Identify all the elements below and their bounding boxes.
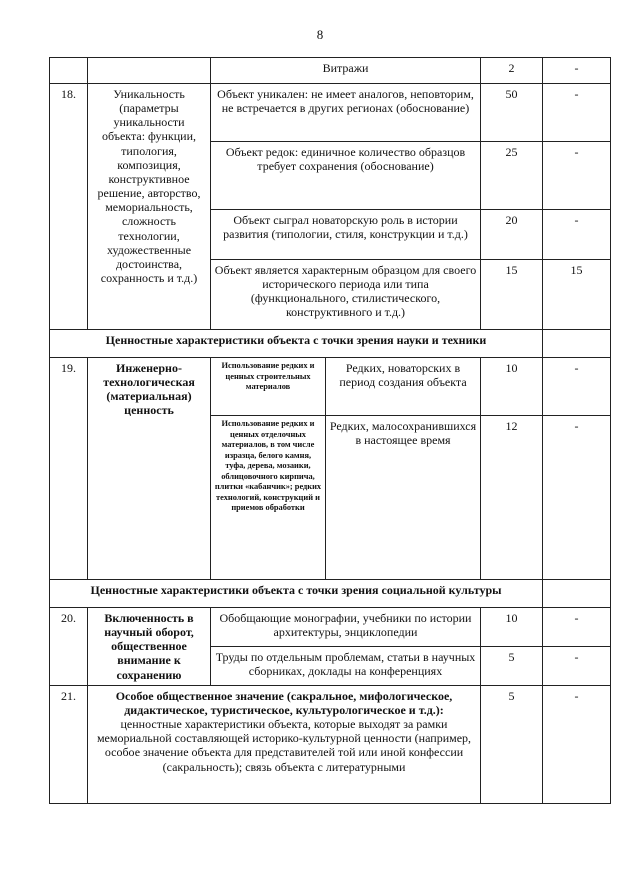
extra-cell: - bbox=[543, 646, 611, 685]
item-text: Обобщающие монографии, учебники по истории архитектуры, энциклопедии bbox=[211, 608, 481, 647]
extra-cell: - bbox=[543, 142, 611, 210]
extra-cell bbox=[543, 330, 611, 358]
item-text: Объект редок: единичное количество образцов требует сохранения (обоснование) bbox=[211, 142, 481, 210]
row-number: 18. bbox=[50, 84, 88, 330]
item-text: Витражи bbox=[211, 58, 481, 84]
row-number: 19. bbox=[50, 358, 88, 580]
score-cell: 25 bbox=[481, 142, 543, 210]
row-number: 20. bbox=[50, 608, 88, 686]
extra-cell: - bbox=[543, 210, 611, 260]
score-cell: 15 bbox=[481, 260, 543, 330]
extra-cell: - bbox=[543, 608, 611, 647]
item-text: Труды по отдельным проблемам, статьи в научных сборниках, доклады на конференциях bbox=[211, 646, 481, 685]
criterion-cell: Включенность в научный оборот, общественное внимание к сохранению bbox=[88, 608, 211, 686]
item-text: Объект является характерным образцом для своего исторического периода или типа (функционального, стилистического, конструктивного и т.д.) bbox=[211, 260, 481, 330]
table-row bbox=[50, 84, 611, 142]
extra-cell bbox=[543, 580, 611, 608]
item-text: Объект сыграл новаторскую роль в истории развития (типологии, стиля, конструкции и т.д.) bbox=[211, 210, 481, 260]
criteria-table bbox=[49, 57, 611, 804]
section-row bbox=[50, 580, 611, 608]
score-cell: 20 bbox=[481, 210, 543, 260]
section-row bbox=[50, 330, 611, 358]
table-row bbox=[50, 58, 611, 84]
extra-cell: - bbox=[543, 685, 611, 803]
extra-cell: 15 bbox=[543, 260, 611, 330]
criterion-cell bbox=[88, 58, 211, 84]
extra-cell: - bbox=[543, 358, 611, 416]
section-heading: Ценностные характеристики объекта с точки зрения науки и техники bbox=[50, 330, 543, 358]
extra-cell: - bbox=[543, 84, 611, 142]
item-text: Объект уникален: не имеет аналогов, неповторим, не встречается в других регионах (обоснование) bbox=[211, 84, 481, 142]
score-cell: 50 bbox=[481, 84, 543, 142]
row-title: Особое общественное значение (сакральное, мифологическое, дидактическое, туристическое, культурологическое и т.д.): bbox=[115, 688, 453, 717]
extra-cell: - bbox=[543, 58, 611, 84]
score-cell: 5 bbox=[481, 685, 543, 803]
num-cell bbox=[50, 58, 88, 84]
score-cell: 12 bbox=[481, 416, 543, 580]
item-text bbox=[88, 685, 481, 803]
section-heading: Ценностные характеристики объекта с точки зрения социальной культуры bbox=[50, 580, 543, 608]
table-row bbox=[50, 685, 611, 803]
sub-criterion: Использование редких и ценных отделочных материалов, в том числе изразца, белого камня, туфа, дерева, мозаики, облицовочного кирпича, плитки «кабанчик»; редких технологий, конструкций и приемов обработки bbox=[211, 416, 326, 580]
criterion-cell: Инженерно-технологическая (материальная) ценность bbox=[88, 358, 211, 580]
score-cell: 5 bbox=[481, 646, 543, 685]
table-row bbox=[50, 358, 611, 416]
extra-cell: - bbox=[543, 416, 611, 580]
score-cell: 2 bbox=[481, 58, 543, 84]
sub-criterion: Использование редких и ценных строительных материалов bbox=[211, 358, 326, 416]
row-description: ценностные характеристики объекта, которые выходят за рамки мемориальной составляющей историко-культурной ценности (например, особое значение объекта для представителей той или иной конфессии (сакральность); связь объекта с литературными bbox=[96, 717, 472, 774]
table-row bbox=[50, 608, 611, 647]
page-number: 8 bbox=[316, 27, 324, 42]
item-text: Редких, новаторских в период создания объекта bbox=[326, 358, 481, 416]
criterion-cell: Уникальность (параметры уникальности объекта: функции, типология, композиция, конструктивное решение, авторство, мемориальность, сложность технологии, художественные достоинства, сохранность и т.д.) bbox=[88, 84, 211, 330]
item-text: Редких, малосохранившихся в настоящее время bbox=[326, 416, 481, 580]
score-cell: 10 bbox=[481, 358, 543, 416]
row-number: 21. bbox=[50, 685, 88, 803]
score-cell: 10 bbox=[481, 608, 543, 647]
